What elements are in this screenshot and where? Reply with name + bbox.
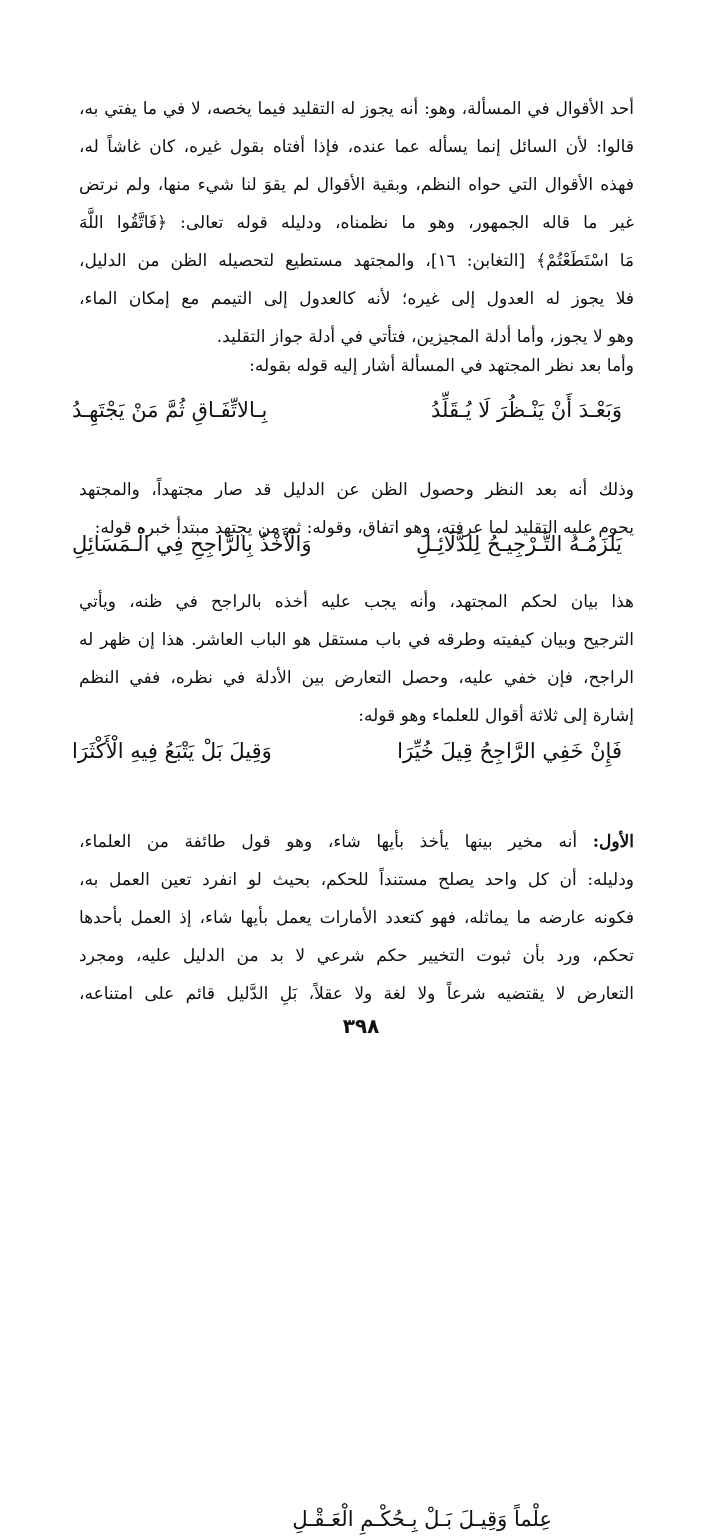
- paragraph-1: [79, 90, 634, 356]
- paragraph-1-line: أحد الأقوال في المسألة، وهو: أنه يجوز له التقليد فيما يخصه، لا في ما يفتي به،: [79, 99, 634, 119]
- paragraph-5-line: فكونه عارضه ما يماثله، فهو كتعدد الأمارات يعمل بأيها شاء، إذ العمل بأحدها: [79, 908, 634, 928]
- paragraph-5-line: [79, 823, 634, 861]
- paragraph-5-line: ودليله: أن كل واحد يصلح مستنداً للحكم، بحيث لو انفرد تعين العمل به،: [79, 870, 634, 890]
- verse-2: [72, 524, 622, 564]
- verse-3-third-hemistich: عِلْماً وَقِيـلَ بَـلْ بِـحُكْـمِ الْعَـقْـلِ: [292, 1507, 552, 1531]
- paragraph-5-line: تحكم، ورد بأن ثبوت التخيير حكم شرعي لا بد من الدليل عليه، ومجرد: [79, 946, 634, 966]
- verse-1-second-hemistich: بِـالاتِّفَـاقِ ثُمَّ مَنْ يَجْتَهِـدُ: [72, 398, 268, 422]
- verse-2-first-hemistich: يَلْزَمُـهُ التَّـرْجِيـحُ لِلدَّلَائِـلِ: [416, 532, 622, 556]
- verse-3-second-hemistich: وَقِيلَ بَلْ يَتْبَعُ فِيهِ الْأَكْثَرَا: [72, 739, 272, 763]
- paragraph-5-line: التعارض لا يقتضيه شرعاً ولا لغة ولا عقلاً، بَلِ الدَّليل قائم على امتناعه،: [79, 984, 634, 1004]
- verse-2-second-hemistich: وَالْأَخْذُ بِالرَّاجِحِ فِي الْـمَسَائِلِ: [72, 532, 312, 556]
- page-number: ٣٩٨: [342, 1014, 380, 1038]
- paragraph-3-line: يحرم عليه التقليد لما عرفته، وهو اتفاق، وقوله: ثم من يجتهد مبتدأ خبره قوله:: [94, 518, 634, 538]
- paragraph-3-line: وذلك أنه بعد النظر وحصول الظن عن الدليل قد صار مجتهداً، والمجتهد: [79, 480, 634, 500]
- paragraph-4-line: الراجح، فإن خفي عليه، وحصل التعارض بين الأدلة في نظره، ففي النظم: [79, 668, 634, 688]
- paragraph-2-line: وأما بعد نظر المجتهد في المسألة أشار إليه قوله بقوله:: [249, 356, 634, 376]
- paragraph-5: [79, 823, 634, 1013]
- paragraph-5-lead: الأول:: [592, 832, 634, 852]
- paragraph-4-line: إشارة إلى ثلاثة أقوال للعلماء وهو قوله:: [358, 706, 634, 726]
- paragraph-4-line: الترجيح وبيان كيفيته وطرقه في باب مستقل هو الباب العاشر. هذا إن ظهر له: [79, 630, 634, 650]
- paragraph-1-line: غير ما قاله الجمهور، وهو ما نظمناه، ودليله قوله تعالى: ﴿فَاتَّقُوا اللَّهَ: [79, 213, 634, 233]
- paragraph-1-line: مَا اسْتَطَعْتُمْ﴾ [التغابن: ١٦]، والمجتهد مستطيع لتحصيله الظن من الدليل،: [79, 251, 634, 271]
- paragraph-1-line: فهذه الأقوال التي حواه النظم، وبقية الأقوال لم يقوَ لنا شيء منها، ولم نرتض: [79, 175, 634, 195]
- paragraph-1-line: قالوا: لأن السائل إنما يسأله عما عنده، فإذا أفتاه بقول غيره، كان غاشاً له،: [79, 137, 634, 157]
- paragraph-5-first-line-rest: أنه مخير بينها يأخذ بأيها شاء، وهو قول طائفة من العلماء،: [79, 832, 593, 852]
- paragraph-4: [79, 583, 634, 735]
- verse-3-first-hemistich: فَإِنْ خَفِي الرَّاجِحُ قِيلَ خُيِّرَا: [397, 739, 622, 763]
- paragraph-1-line: وهو لا يجوز، وأما أدلة المجيزين، فتأتي في أدلة جواز التقليد.: [216, 327, 634, 347]
- verse-1-first-hemistich: وَبَعْـدَ أَنْ يَنْـظُرَ لَا يُـقَلِّدُ: [431, 398, 622, 422]
- paragraph-4-line: هذا بيان لحكم المجتهد، وأنه يجب عليه أخذه بالراجح في ظنه، ويأتي: [79, 592, 634, 612]
- verse-1: [72, 390, 622, 430]
- paragraph-2: [79, 347, 634, 385]
- paragraph-1-line: فلا يجوز له العدول إلى غيره؛ لأنه كالعدول إلى التيمم مع إمكان الماء،: [79, 289, 634, 309]
